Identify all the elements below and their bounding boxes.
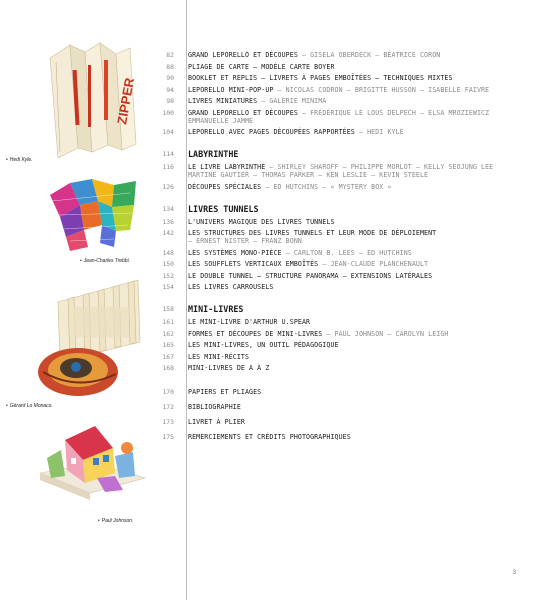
toc-title: GRAND LEPORELLO ET DÉCOUPES [188, 51, 298, 59]
toc-title: PLIAGE DE CARTE – MODÈLE CARTE BOYER [188, 62, 335, 71]
toc-section [150, 51, 530, 136]
toc-page-number: 114 [162, 150, 174, 158]
toc-title: LE LIVRE LABYRINTHE [188, 163, 266, 171]
toc-page-number: 161 [162, 318, 174, 326]
toc-page-number: 173 [162, 418, 174, 426]
toc-entry [150, 86, 530, 94]
toc-entry [150, 353, 530, 361]
toc-entry [150, 260, 530, 268]
toc-entry [150, 63, 530, 71]
toc-page-number: 148 [162, 248, 174, 257]
toc-page-number: 154 [162, 283, 174, 291]
toc-title: LEPORELLO MINI-POP-UP [188, 85, 274, 94]
toc-page-number: 142 [162, 229, 174, 237]
svg-text:ZIPPER: ZIPPER [114, 76, 138, 126]
toc-title: LE DOUBLE TUNNEL – STRUCTURE PANORAMA – EXTENSIONS LATÉRALES [188, 271, 433, 280]
toc-authors: — SHIRLEY SHAROFF — PHILIPPE MORLOT — KELLY SEOJUNG LEE MARTINE GAUTIER — THOMAS PARKER — KEN LESLIE — KEVIN STEELE [188, 163, 494, 179]
toc-authors: — NICOLAS CODRON — BRIGITTE HUSSON — ISABELLE FAIVRE [277, 85, 490, 94]
toc-entry [150, 163, 530, 179]
toc-authors: — JEAN-CLAUDE PLANCHENAULT [322, 260, 429, 268]
toc-entry [150, 97, 530, 105]
toc-page-number: 172 [162, 403, 174, 411]
page-number: 3 [512, 570, 516, 576]
toc-title: REMERCIEMENTS ET CRÉDITS PHOTOGRAPHIQUES [188, 433, 351, 441]
toc-title: LES MINI-LIVRES, UN OUTIL PÉDAGOGIQUE [188, 341, 339, 349]
toc-authors: — CARLTON B. LEES — ED HUTCHINS [285, 248, 412, 257]
popup-house-book-photo [35, 418, 150, 513]
toc-page-number: 90 [166, 74, 174, 82]
toc-authors: — GALERIE MINIMA [261, 97, 327, 105]
toc-entry [150, 433, 530, 441]
caption-paul-johnson: • Paul Johnson. [98, 518, 134, 524]
toc-title: BIBLIOGRAPHIE [188, 403, 241, 411]
toc-page-number: 168 [162, 364, 174, 372]
toc-authors: — ED HUTCHINS — « MYSTERY BOX » [265, 182, 392, 191]
toc-page-number: 134 [162, 204, 174, 213]
toc-heading-title: LABYRINTHE [188, 149, 239, 159]
toc-section-heading [150, 304, 530, 314]
toc-page-number: 82 [166, 51, 174, 59]
toc-entry [150, 128, 530, 136]
toc-title: MINI-LIVRES DE A À Z [188, 364, 270, 372]
toc-entry [150, 272, 530, 280]
toc-page-number: 98 [166, 97, 174, 105]
toc-heading-title: MINI-LIVRES [188, 304, 244, 314]
toc-title: PAPIERS ET PLIAGES [188, 388, 262, 396]
labyrinth-book-photo [40, 175, 150, 255]
toc-title: LES SOUFFLETS VERTICAUX EMBOÎTÉS [188, 260, 319, 268]
toc-title: L'UNIVERS MAGIQUE DES LIVRES TUNNELS [188, 217, 335, 226]
caption-hedi-kyle: • Hedi Kyle. [6, 157, 33, 163]
toc-entry [150, 218, 530, 226]
toc-title: GRAND LEPORELLO ET DÉCOUPES [188, 108, 298, 117]
toc-page-number: 175 [162, 433, 174, 441]
toc-title: LES LIVRES CARROUSELS [188, 283, 274, 291]
toc-page-number: 116 [162, 163, 174, 171]
toc-entry [150, 418, 530, 426]
toc-page-number: 152 [162, 271, 174, 280]
toc-title: LIVRET À PLIER [188, 418, 245, 426]
toc-page-number: 126 [162, 182, 174, 191]
toc-authors: — HEDI KYLE [358, 128, 404, 136]
toc-page-number: 136 [162, 217, 174, 226]
toc-entry [150, 318, 530, 326]
toc-authors: — FRÉDÉRIQUE LE LOUS DELPECH — ELSA MROZIEWICZ EMMANUELLE JAMME [188, 108, 490, 125]
toc-section [150, 204, 530, 292]
toc-page-number: 88 [166, 62, 174, 71]
toc-page-number: 100 [162, 108, 174, 117]
toc-page-number: 162 [162, 329, 174, 338]
toc-title: DÉCOUPES SPÉCIALES [188, 182, 262, 191]
leporello-book-photo [30, 40, 145, 165]
table-of-contents [150, 51, 530, 441]
toc-title: BOOKLET ET REPLIS – LIVRETS À PAGES EMBOÎTÉES – TECHNIQUES MIXTES [188, 74, 453, 82]
caption-jean-charles-trebbi: • Jean-Charles Trebbi. [80, 258, 131, 264]
toc-title: LES STRUCTURES DES LIVRES TUNNELS ET LEUR MODE DE DÉPLOIEMENT [188, 229, 437, 237]
tunnel-book-photo [28, 272, 153, 402]
toc-entry [150, 229, 530, 245]
toc-title: LEPORELLO AVEC PAGES DÉCOUPÉES RAPPORTÉES [188, 128, 355, 136]
toc-page-number: 170 [162, 388, 174, 396]
toc-section [150, 149, 530, 191]
toc-title: FORMES ET DÉCOUPES DE MINI-LIVRES [188, 329, 323, 338]
toc-page-number: 167 [162, 352, 174, 361]
toc-entry [150, 183, 530, 191]
toc-title: LES SYSTÈMES MONO-PIÈCE [188, 248, 282, 257]
toc-entry [150, 403, 530, 411]
toc-entry [150, 109, 530, 125]
toc-entry [150, 51, 530, 59]
toc-title: LE MINI-LIVRE D'ARTHUR U.SPEAR [188, 318, 311, 326]
toc-title: LES MINI-RÉCITS [188, 352, 250, 361]
toc-entry [150, 283, 530, 291]
toc-page-number: 104 [162, 128, 174, 136]
toc-authors: — PAUL JOHNSON — CAROLYN LEIGH [326, 329, 449, 338]
toc-section [150, 304, 530, 372]
toc-page-number: 150 [162, 260, 174, 268]
toc-title: LIVRES MINIATURES [188, 97, 258, 105]
toc-entry [150, 364, 530, 372]
toc-page-number: 165 [162, 341, 174, 349]
toc-page-number: 158 [162, 305, 174, 313]
toc-page-number: 94 [166, 85, 174, 94]
toc-entry [150, 249, 530, 257]
toc-section [150, 388, 530, 441]
toc-authors: — GISELA OBERDECK — BÉATRICE CORON [301, 51, 441, 59]
toc-entry [150, 388, 530, 396]
toc-heading-title: LIVRES TUNNELS [188, 203, 259, 214]
caption-gerard-lo-monaco: • Gérard Lo Monaco. [6, 403, 53, 409]
toc-entry [150, 341, 530, 349]
toc-entry [150, 330, 530, 338]
toc-section-heading [150, 204, 530, 214]
toc-section-heading [150, 149, 530, 159]
toc-authors: — ERNEST NISTER — FRANZ BONN [188, 237, 302, 245]
toc-entry [150, 74, 530, 82]
